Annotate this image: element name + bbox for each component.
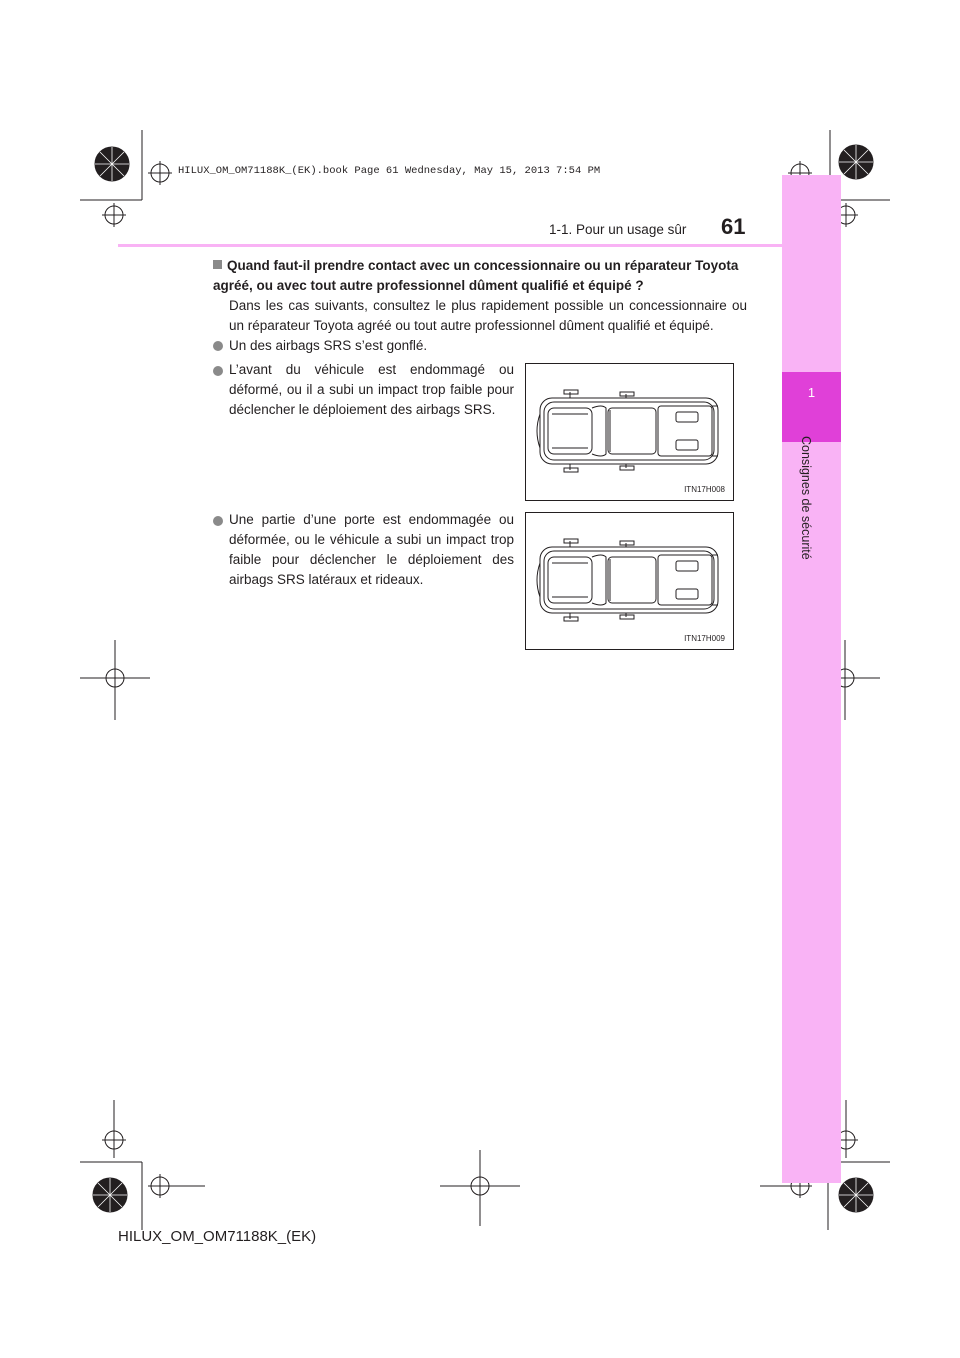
print-book-stamp: HILUX_OM_OM71188K_(EK).book Page 61 Wednesday, May 15, 2013 7:54 PM [178,165,601,177]
bullet-item: L’avant du véhicule est endommagé ou déformé, ou il a subi un impact trop faible pour déclencher le déploiement des airbags SRS. [229,362,514,417]
chapter-title: Consignes de sécurité [799,436,813,560]
figure-code: ITN17H008 [684,485,725,494]
bullet-item: Une partie d’une porte est endommagée ou déformée, ou le véhicule a subi un impact trop faible pour déclencher le déploiement des airbags SRS latéraux et rideaux. [229,512,514,587]
section-title: 1-1. Pour un usage sûr [549,222,687,237]
bullet-item: Un des airbags SRS s’est gonflé. [229,338,428,353]
figure-code: ITN17H009 [684,634,725,643]
heading-square-icon [213,260,222,269]
registration-mark-top-left [80,130,210,240]
chapter-side-tab [782,175,841,1183]
bullet-icon [213,341,223,351]
registration-mark-bottom-center [440,1150,520,1230]
bullet-icon [213,366,223,376]
intro-paragraph: Dans les cas suivants, consultez le plus rapidement possible un concessionnaire ou un réparateur Toyota agréé ou tout autre professionnel dûment qualifié et équipé. [229,298,747,333]
heading-text: Quand faut-il prendre contact avec un concessionnaire ou un réparateur Toyota agréé, ou avec tout autre professionnel dûment qualifié et équipé ? [213,258,739,293]
page-number: 61 [721,214,746,239]
bullet-icon [213,516,223,526]
chapter-tab-highlight [782,372,841,442]
chapter-title-vertical [797,436,817,636]
registration-mark-bottom-left [80,1100,210,1230]
registration-mark-mid-left [80,640,150,720]
chapter-number: 1 [807,385,816,400]
section-heading [213,256,753,296]
pickup-truck-top-view-icon [526,513,733,649]
footer-document-code: HILUX_OM_OM71188K_(EK) [118,1228,317,1245]
vehicle-door-damage-figure [525,512,734,650]
header-rule [118,244,841,247]
pickup-truck-top-view-icon [526,364,733,500]
vehicle-front-damage-figure [525,363,734,501]
